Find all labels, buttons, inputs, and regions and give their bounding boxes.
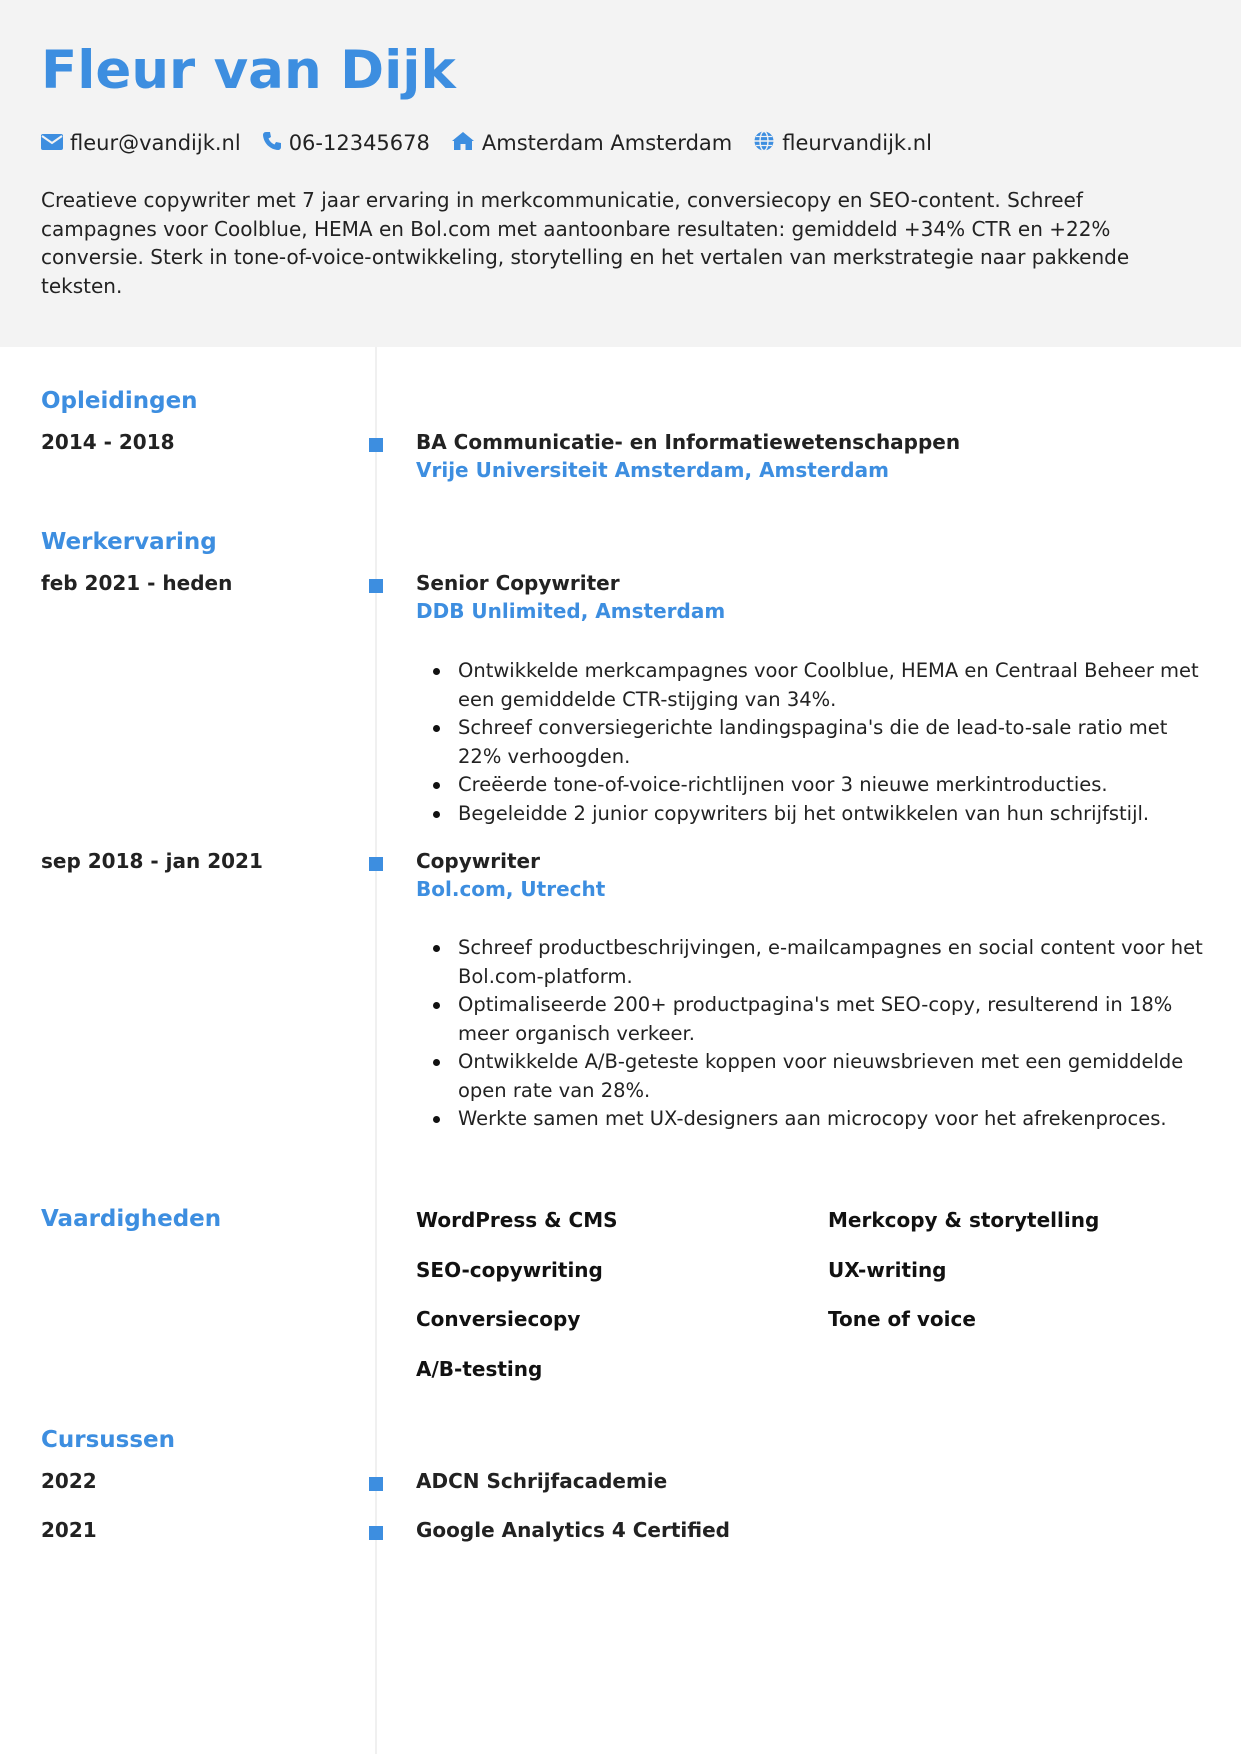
list-item: Ontwikkelde merkcampagnes voor Coolblue, HEMA en Centraal Beheer met een gemiddelde CTR-stijging van 34%. [416,657,1206,714]
list-item: Werkte samen met UX-designers aan microcopy voor het afrekenproces. [416,1105,1206,1134]
profile-summary: Creatieve copywriter met 7 jaar ervaring in merkcommunicatie, conversiecopy en SEO-content. Schreef campagnes voor Coolblue, HEMA en Bol.com met aantoonbare resultaten: gemiddeld +34% CTR en +22% conversie. Sterk in tone-of-voice-ontwikkeling, storytelling en het vertalen van merkstrategie naar pakkende teksten. [41,188,1130,298]
skill-item: UX-writing [828,1258,947,1282]
experience-heading: Werkervaring [41,529,217,555]
job-date: feb 2021 - heden [41,571,233,595]
address-text: Amsterdam Amsterdam [481,131,733,155]
skill-item: Tone of voice [828,1307,976,1331]
timeline-marker [369,1526,383,1540]
skills-heading: Vaardigheden [41,1206,222,1232]
skill-item: A/B-testing [416,1357,543,1381]
skill-item: WordPress & CMS [416,1208,618,1232]
job-bullets [416,657,1206,828]
list-item: Creëerde tone-of-voice-richtlijnen voor 3 nieuwe merkintroducties. [416,771,1206,800]
course-date: 2022 [41,1469,97,1493]
job-company: DDB Unlimited, Amsterdam [416,599,726,623]
contact-bar [41,128,953,158]
education-date: 2014 - 2018 [41,430,175,454]
skill-item: Conversiecopy [416,1307,581,1331]
contact-website[interactable] [753,130,932,157]
list-item: Schreef conversiegerichte landingspagina's die de lead-to-sale ratio met 22% verhoogden. [416,714,1206,771]
job-role: Senior Copywriter [416,571,620,595]
timeline-marker [369,857,383,871]
job-bullets [416,934,1206,1134]
phone-icon [262,131,289,156]
list-item: Optimaliseerde 200+ productpagina's met SEO-copy, resulterend in 18% meer organisch verkeer. [416,991,1206,1048]
skill-item: Merkcopy & storytelling [828,1208,1100,1232]
education-heading: Opleidingen [41,388,198,414]
contact-email[interactable] [41,131,241,155]
globe-icon [753,130,782,157]
resume-header [0,0,1241,347]
courses-heading: Cursussen [41,1427,176,1453]
education-institution: Vrije Universiteit Amsterdam, Amsterdam [416,458,889,482]
timeline-marker [369,1477,383,1491]
list-item: Ontwikkelde A/B-geteste koppen voor nieuwsbrieven met een gemiddelde open rate van 28%. [416,1048,1206,1105]
course-name: ADCN Schrijfacademie [416,1469,668,1493]
envelope-icon [41,131,70,155]
candidate-name: Fleur van Dijk [41,40,456,101]
timeline-marker [369,579,383,593]
phone-text: 06-12345678 [288,131,430,155]
home-icon [451,131,482,156]
contact-phone[interactable] [262,131,430,156]
timeline-marker [369,438,383,452]
job-date: sep 2018 - jan 2021 [41,849,263,873]
list-item: Begeleidde 2 junior copywriters bij het ontwikkelen van hun schrijfstijl. [416,800,1206,829]
contact-address [451,131,732,156]
skill-item: SEO-copywriting [416,1258,603,1282]
education-degree: BA Communicatie- en Informatiewetenschappen [416,430,961,454]
job-company: Bol.com, Utrecht [416,877,606,901]
list-item: Schreef productbeschrijvingen, e-mailcampagnes en social content voor het Bol.com-platform. [416,934,1206,991]
email-text: fleur@vandijk.nl [70,131,241,155]
course-name: Google Analytics 4 Certified [416,1518,730,1542]
job-role: Copywriter [416,849,540,873]
course-date: 2021 [41,1518,97,1542]
website-text: fleurvandijk.nl [782,131,932,155]
timeline-divider [375,347,377,1754]
